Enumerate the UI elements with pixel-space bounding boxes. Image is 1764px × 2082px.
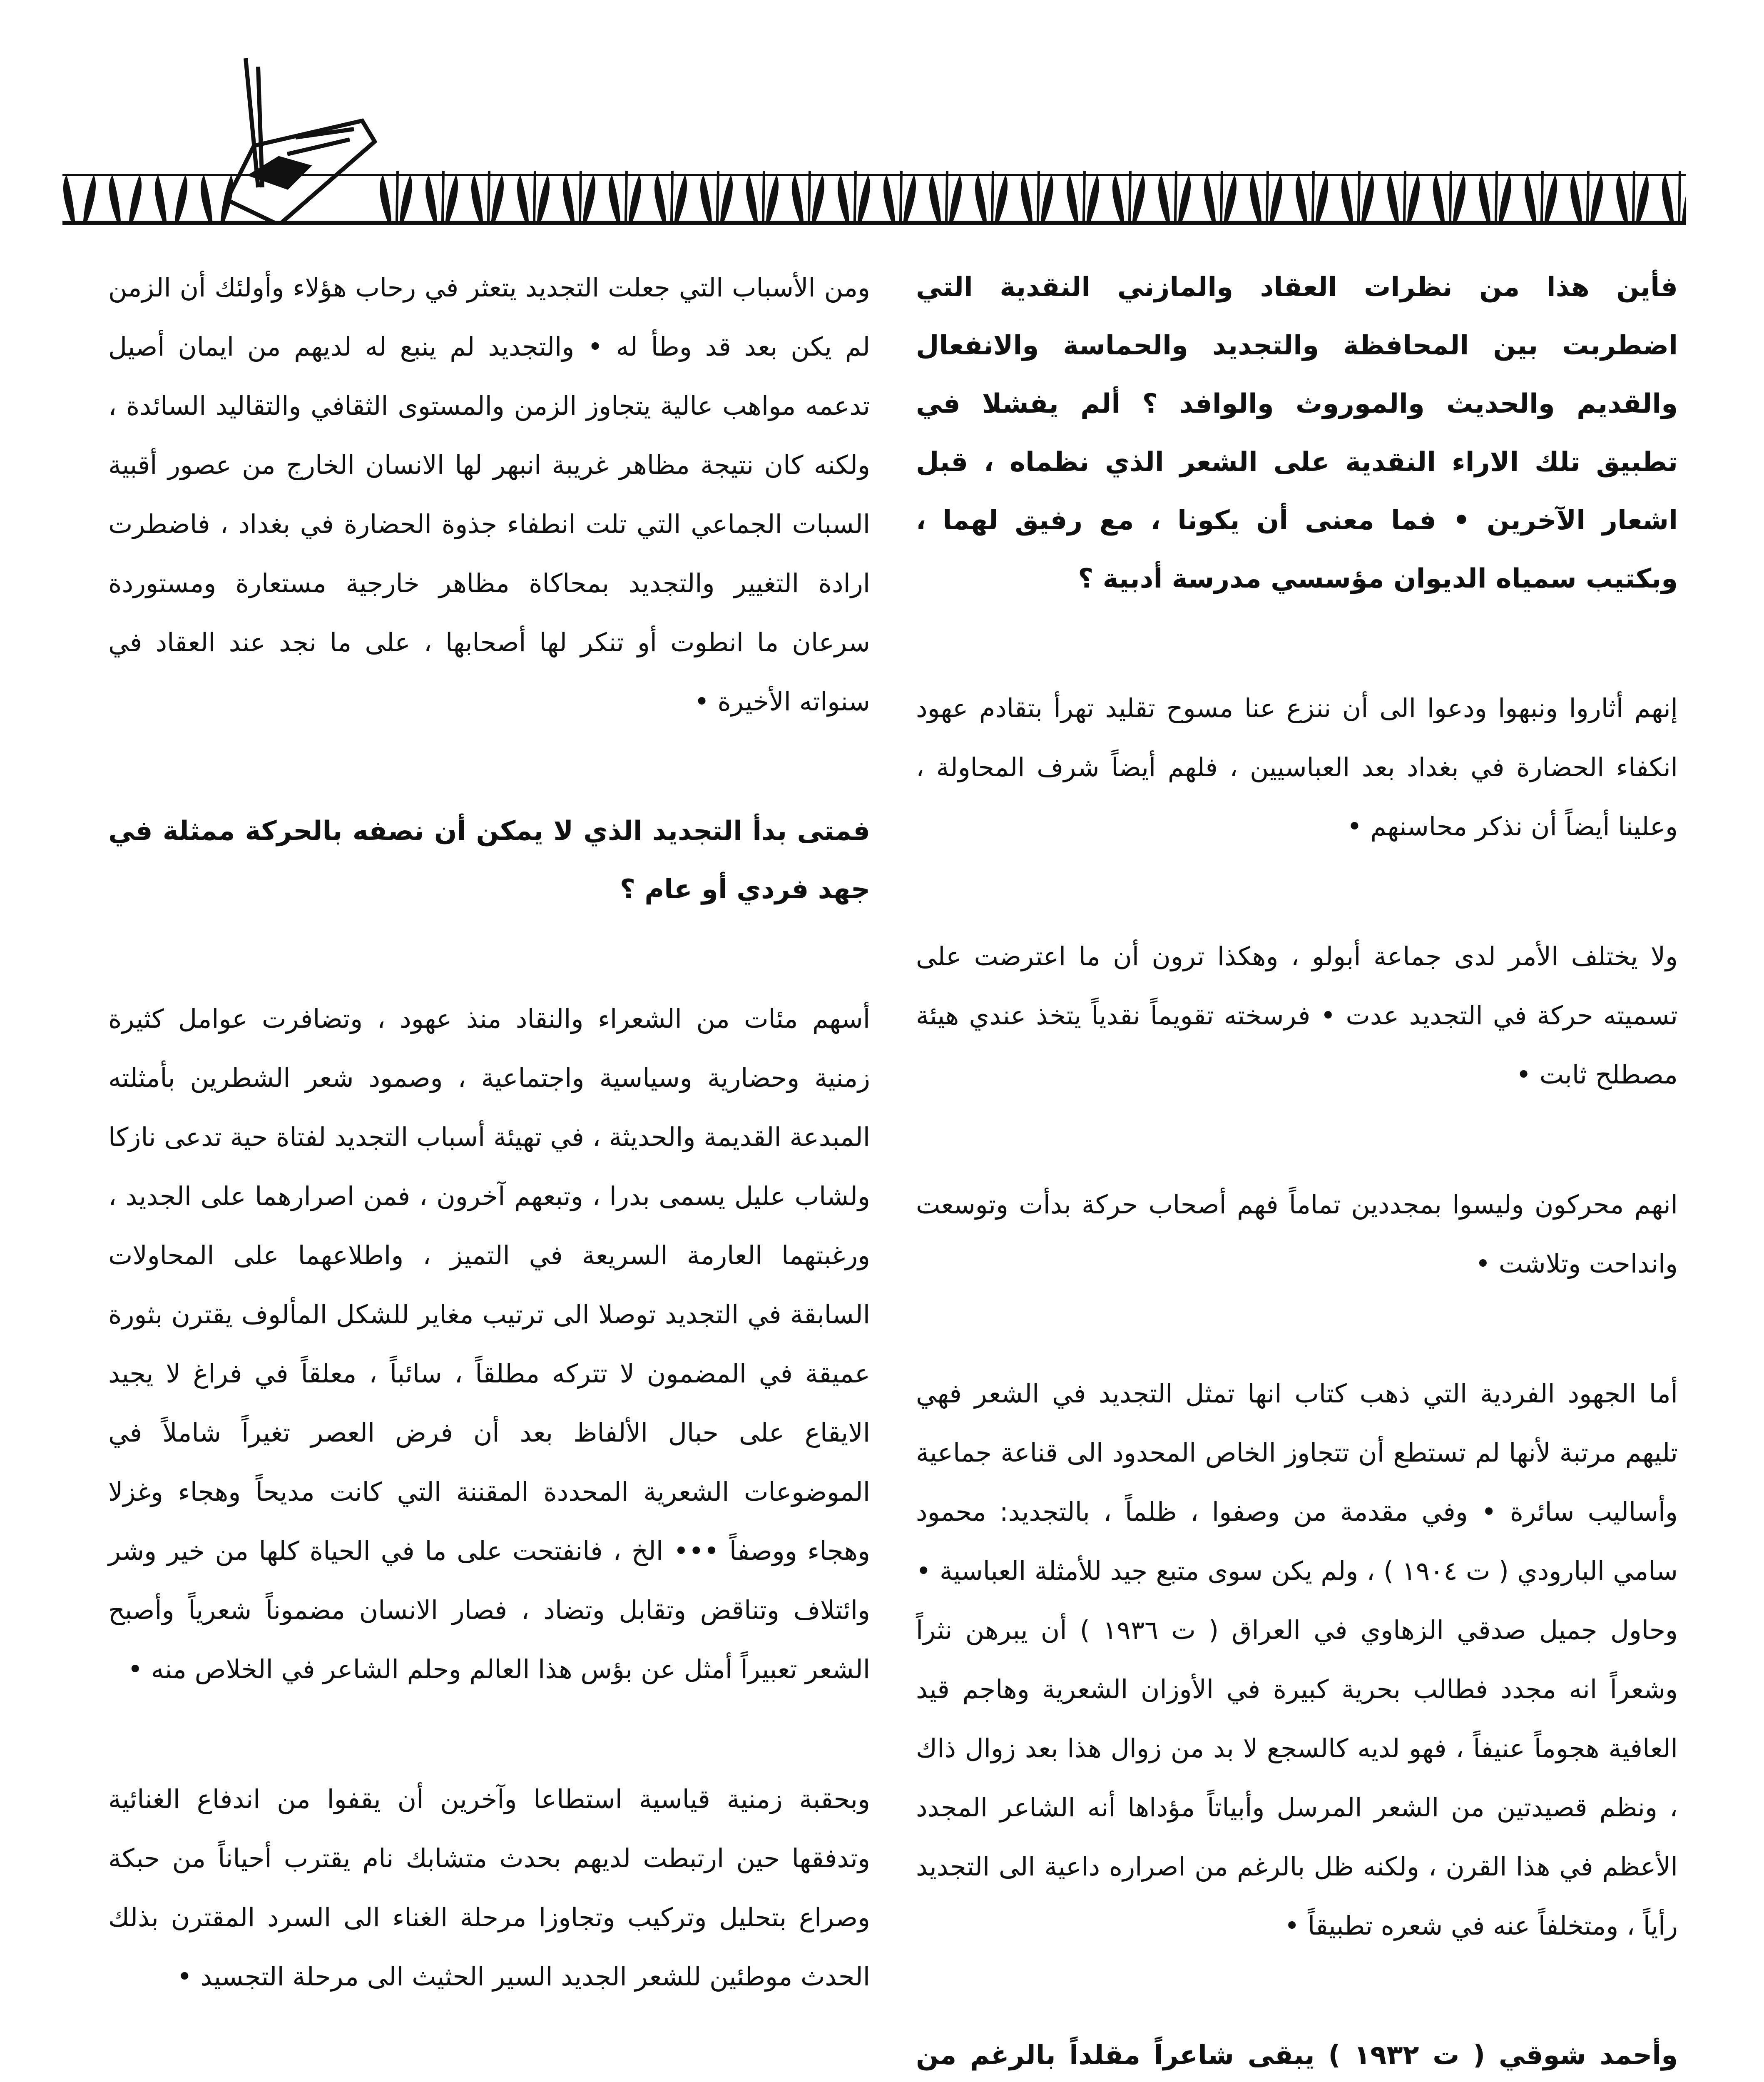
leaf-icon [929,171,962,221]
leaf-icon [838,171,870,221]
leaf-icon [563,171,595,221]
leaf-icon [609,171,641,221]
right-column-paragraph: ولا يختلف الأمر لدى جماعة أبولو ، وهكذا ترون أن ما اعترضت على تسميته حركة في التجديد عدت • فرسخته تقويماً نقدياً يتخذ عندي هيئة مصطلح ثابت • [916,941,1678,1090]
leaf-icon [975,171,1008,221]
quill-icon [227,58,375,225]
right-column-paragraph: فأين هذا من نظرات العقاد والمازني النقدية التي اضطربت بين المحافظة والتجديد والحماسة والانفعال والقديم والحديث والموروث والوافد ؟ ألم يفشلا في تطبيق تلك الاراء النقدية على الشعر الذي نظماه ، قبل اشعار الآخرين • فما معنى أن يكونا ، مع رفيق لهما ، وبكتيب سمياه الديوان مؤسسي مدرسة أدبية ؟ [916,272,1678,594]
leaf-icon [425,171,458,221]
leaf-icon [1479,171,1511,221]
leaf-icon [1525,171,1557,221]
right-column-paragraph: انهم محركون وليسوا بمجددين تماماً فهم أصحاب حركة بدأت وتوسعت وانداحت وتلاشت • [916,1189,1678,1279]
right-column-paragraph: أما الجهود الفردية التي ذهب كتاب انها تمثل التجديد في الشعر فهي تليهم مرتبة لأنها لم تستطع أن تتجاوز الخاص المحدود الى قناعة جماعية وأساليب سائرة • وفي مقدمة من وصفوا ، ظلماً ، بالتجديد: محمود سامي البارودي ( ت ١٩٠٤ ) ، ولم يكن سوى متبع جيد للأمثلة العباسية • وحاول جميل صدقي الزهاوي في العراق ( ت ١٩٣٦ ) أن يبرهن نثراً وشعراً انه مجدد فطالب بحرية كبيرة في الأوزان الشعرية وهاجم قيد العافية هجوماً عنيفاً ، فهو لديه كالسجع لا بد من زوال هذا بعد زوال ذاك ، ونظم قصيدتين من الشعر المرسل وأبياتاً مؤداها أنه الشاعر المجدد الأعظم في هذا القرن ، ولكنه ظل بالرغم من اصراره داعية الى التجديد رأياً ، ومتخلفاً عنه في شعره تطبيقاً • [916,1378,1678,1941]
leaf-icon [471,171,504,221]
leaf-icon [792,171,824,221]
leaf-icon [109,175,142,221]
leaf-icon [155,175,187,221]
leaf-icon [1112,171,1145,221]
leaf-icon [517,171,550,221]
right-column-paragraph: إنهم أثاروا ونبهوا ودعوا الى أن ننزع عنا مسوح تقليد تهرأ بتقادم عهود انكفاء الحضارة في بغداد بعد العباسيين ، فلهم أيضاً شرف المحاولة ، وعلينا أيضاً أن نذكر محاسنهم • [916,693,1678,842]
leaf-pattern-icon [63,171,1686,221]
leaf-icon [1387,171,1420,221]
leaf-icon [1204,171,1237,221]
leaf-icon [1433,171,1465,221]
header-ornament-icon [62,50,1686,225]
leaf-icon [1296,171,1328,221]
leaf-icon [1158,171,1191,221]
leaf-icon [1341,171,1374,221]
left-column-paragraph: ومن الأسباب التي جعلت التجديد يتعثر في رحاب هؤلاء وأولئك أن الزمن لم يكن بعد قد وطأ له • والتجديد لم ينبع له لديهم من ايمان أصيل تدعمه مواهب عالية يتجاوز الزمن والمستوى الثقافي والتقاليد السائدة ، ولكنه كان نتيجة مظاهر غريبة انبهر لها الانسان الخارج من عصور أقبية السبات الجماعي التي تلت انطفاء جذوة الحضارة في بغداد ، فاضطرت ارادة التغيير والتجديد بمحاكاة مظاهر خارجية مستعارة ومستوردة سرعان ما انطوت أو تنكر لها أصحابها ، على ما نجد عند العقاد في سنواته الأخيرة • [108,272,870,717]
leaf-icon [1067,171,1099,221]
right-column [916,258,1678,2082]
leaf-icon [700,171,733,221]
left-column-paragraph: فمتى بدأ التجديد الذي لا يمكن أن نصفه بالحركة ممثلة في جهد فردي أو عام ؟ [108,816,870,905]
leaf-icon [1570,171,1603,221]
right-column-paragraph: وأحمد شوقي ( ت ١٩٣٢ ) يبقى شاعراً مقلداً بالرغم من [916,2040,1678,2071]
left-column [108,258,870,2077]
leaf-icon [1021,171,1053,221]
leaf-icon [654,171,687,221]
leaf-icon [1616,171,1649,221]
leaf-icon [63,175,96,221]
leaf-icon [746,171,779,221]
leaf-icon [201,175,233,221]
leaf-icon [380,171,412,221]
leaf-icon [883,171,916,221]
leaf-icon [1250,171,1282,221]
left-column-paragraph: أسهم مئات من الشعراء والنقاد منذ عهود ، وتضافرت عوامل كثيرة زمنية وحضارية وسياسية واجتماعية ، وصمود شعر الشطرين بأمثلته المبدعة القديمة والحديثة ، في تهيئة أسباب التجديد لفتاة حية تدعى نازكا ولشاب عليل يسمى بدرا ، وتبعهم آخرون ، فمن اصرارهما على الجديد ، ورغبتهما العارمة السريعة في التميز ، واطلاعهما على المحاولات السابقة في التجديد توصلا الى ترتيب مغاير للشكل المألوف يقترن بثورة عميقة في المضمون لا تتركه مطلقاً ، سائباً ، معلقاً في فراغ لا يجيد الايقاع على حبال الألفاظ بعد أن فرض العصر تغيراً شاملاً في الموضوعات الشعرية المحددة المقننة التي كانت مديحاً وهجاء وغزلا وهجاء ووصفاً ••• الخ ، فانفتحت على ما في الحياة كلها من خير وشر وائتلاف وتناقض وتقابل وتضاد ، فصار الانسان مضموناً شعرياً وأصبح الشعر تعبيراً أمثل عن بؤس هذا العالم وحلم الشاعر في الخلاص منه • [108,1004,870,1684]
left-column-paragraph: وبحقبة زمنية قياسية استطاعا وآخرين أن يقفوا من اندفاع الغنائية وتدفقها حين ارتبطت لديهم بحدث متشابك نام يقترب أحياناً من حبكة وصراع بتحليل وتركيب وتجاوزا مرحلة الغناء الى السرد المقترن بذلك الحدث موطئين للشعر الجديد السير الحثيث الى مرحلة التجسيد • [108,1784,870,1992]
leaf-icon [1662,171,1686,221]
